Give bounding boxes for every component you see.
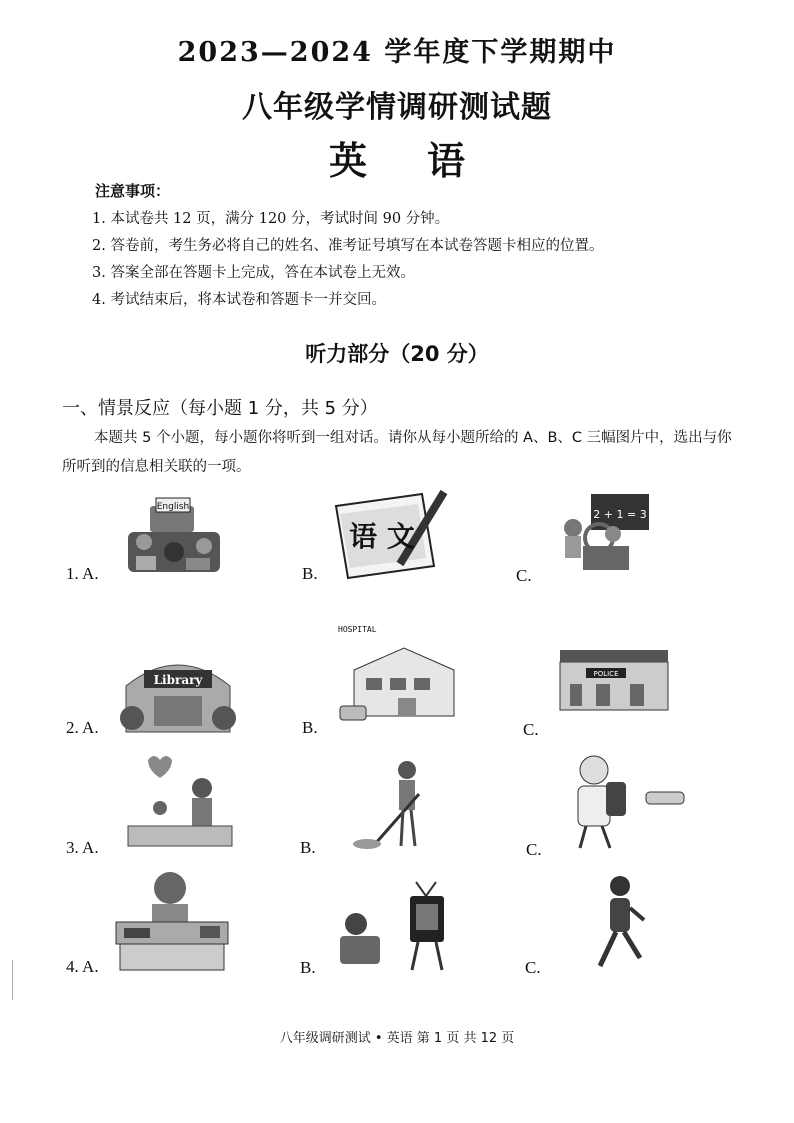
math-lesson-picture	[543, 490, 653, 578]
page-footer: 八年级调研测试 • 英语 第 1 页 共 12 页	[279, 1031, 515, 1046]
girl-sweeping-picture	[345, 758, 445, 852]
section-title: 听力部分（20 分）	[305, 342, 489, 366]
question-1-b-label: B.	[302, 564, 318, 583]
math-board-text: 2 + 1 = 3	[593, 508, 647, 521]
chinese-book-text: 语 文	[349, 520, 415, 553]
note-item: 4. 考试结束后，将本试卷和答题卡一并交回。	[92, 292, 386, 308]
hospital-building-picture	[334, 620, 466, 740]
question-4-b-label: B.	[300, 958, 316, 977]
question-1-c-label: C.	[516, 566, 532, 585]
scan-edge-mark	[12, 960, 13, 1000]
exam-term-title: 2023—2024 学年度下学期期中	[177, 37, 617, 68]
question-3-label: 3. A.	[66, 838, 99, 857]
police-sign-text: POLICE	[593, 670, 619, 678]
note-item: 3. 答案全部在答题卡上完成，答在本试卷上无效。	[92, 265, 415, 281]
library-building-picture	[118, 642, 238, 734]
question-2-c-label: C.	[523, 720, 539, 739]
question-3-c-label: C.	[526, 840, 542, 859]
question-1-label: 1. A.	[66, 564, 99, 583]
exam-name-title: 八年级学情调研测试题	[242, 90, 552, 125]
english-sign-text: English	[156, 502, 190, 512]
question-2-label: 2. A.	[66, 718, 99, 737]
police-station-picture	[556, 640, 672, 716]
question-2-b-label: B.	[302, 718, 318, 737]
part-instruction: 本题共 5 个小题，每小题你将听到一组对话。请你从每小题所给的 A、B、C 三幅图片中，选出与你所听到的信息相关联的一项。	[62, 430, 732, 475]
question-4-label: 4. A.	[66, 957, 99, 976]
girl-schoolbag-picture	[566, 752, 690, 852]
notes-heading: 注意事项：	[95, 182, 171, 200]
part-heading: 一、情景反应（每小题 1 分，共 5 分）	[62, 398, 378, 419]
subject-title: 英语	[328, 138, 525, 183]
mother-daughter-picture	[124, 752, 236, 850]
boy-at-desk-picture	[112, 866, 230, 972]
library-sign-text: Library	[153, 673, 203, 687]
note-item: 1. 本试卷共 12 页，满分 120 分，考试时间 90 分钟。	[92, 211, 450, 227]
note-item: 2. 答卷前，考生务必将自己的姓名、准考证号填写在本试卷答题卡相应的位置。	[92, 238, 604, 254]
hospital-sign-text: HOSPITAL	[338, 625, 377, 634]
boy-running-picture	[586, 874, 652, 970]
question-3-b-label: B.	[300, 838, 316, 857]
question-4-c-label: C.	[525, 958, 541, 977]
chinese-book-picture	[330, 486, 448, 580]
english-books-picture	[122, 494, 226, 580]
boy-watching-tv-picture	[330, 880, 450, 972]
notes-list	[92, 206, 603, 314]
